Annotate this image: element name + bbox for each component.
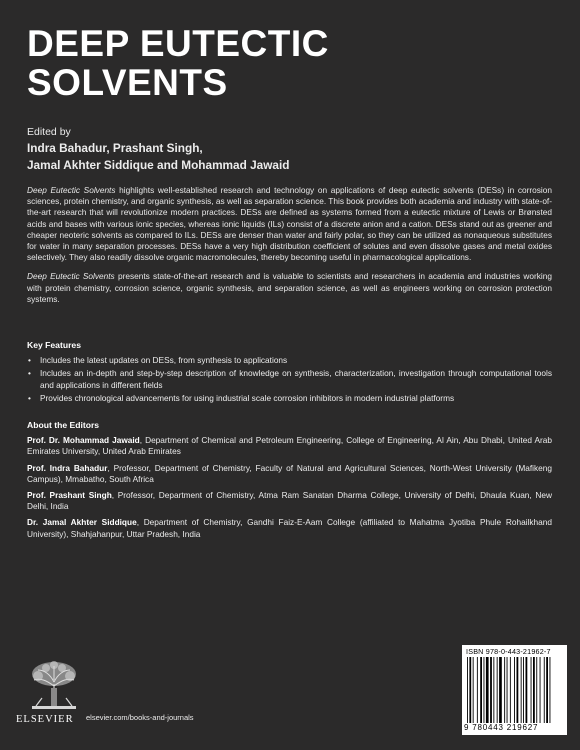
isbn-label: ISBN 978-0-443-21962-7 [466, 647, 551, 656]
title-line-1: DEEP EUTECTIC [27, 23, 329, 64]
editor-name: Prof. Indra Bahadur [27, 462, 108, 473]
publisher-name: ELSEVIER [16, 714, 74, 725]
editor-bio: Prof. Dr. Mohammad Jawaid, Department of Chemical and Petroleum Engineering, College of Engineering, Al Ain, Abu Dhabi, United Arab Emirates University, United Arab Emirates [27, 435, 553, 457]
list-item: • Provides chronological advancements for using industrial scale corrosion inhibitors in modern industrial platforms [28, 392, 455, 403]
elsevier-tree-logo-icon [26, 660, 82, 710]
editor-name: Prof. Prashant Singh [27, 490, 112, 501]
list-item: • Includes an in-depth and step-by-step description of knowledge on synthesis, characterization, investigation through computational tools and applications in different fields [28, 368, 552, 390]
bullet-icon: • [28, 368, 31, 379]
key-features-heading: Key Features [27, 340, 81, 350]
description-paragraph-1 [27, 185, 552, 263]
editor-name: Prof. Dr. Mohammad Jawaid [27, 435, 140, 446]
barcode-icon [466, 657, 563, 723]
publisher-url: elsevier.com/books-and-journals [86, 713, 194, 722]
title-line-2: SOLVENTS [27, 62, 228, 103]
description-paragraph-2 [27, 271, 552, 305]
editors-line-2: Jamal Akhter Siddique and Mohammad Jawaid [27, 158, 290, 172]
book-title-italic: Deep Eutectic Solvents [27, 271, 115, 282]
paragraph-text: highlights well-established research and technology on applications of deep eutectic solvents (DESs) in corrosion sciences, protein chemistry, and organic synthesis, as well as separation science. This book provides both academia and industry with state-of-the-art research that will revolutionize modern practices. DESs are defined as systems formed from a eutectic mixture of Lewis or Brønsted acids and bases with various ionic species, whereas ionic liquids (ILs) consist of a discrete anion and a cation. DESs stand out as greener and cheaper neoteric solvents as compared to ILs. DESs are denser than water and fairly polar, so they can be utilized as nonaqueous substitutes for water in many separation processes. DESs have a very high distribution coefficient of solutes and even dissolve gases and metal oxides selectively. They also readily dissolve organic macromolecules, thereby becoming useful in pharmacological applications. [27, 185, 552, 263]
editor-bio: Dr. Jamal Akhter Siddique, Department of Chemistry, Gandhi Faiz-E-Aam College (affiliated to Mahatma Jyotiba Phule Rohailkhand University), Shahjahanpur, Uttar Pradesh, India [27, 517, 552, 539]
bullet-icon: • [28, 355, 31, 366]
bullet-icon: • [28, 392, 31, 403]
editor-bio: Prof. Prashant Singh, Professor, Department of Chemistry, Atma Ram Sanatan Dharma College, University of Delhi, Dhaula Kuan, New Delhi, India [27, 490, 552, 512]
barcode-number: 9 780443 219627 [464, 723, 539, 732]
editors-block [27, 125, 289, 174]
edited-by-label: Edited by [27, 126, 71, 138]
key-features-list [27, 355, 552, 404]
editor-bio: Prof. Indra Bahadur, Professor, Department of Chemistry, Faculty of Natural and Agricultural Sciences, North-West University (Mafikeng Campus), Mmabatho, South Africa [27, 462, 552, 484]
isbn-barcode [462, 645, 567, 735]
editors-line-1: Indra Bahadur, Prashant Singh, [27, 141, 203, 155]
editor-name: Dr. Jamal Akhter Siddique [27, 517, 137, 528]
paragraph-text: presents state-of-the-art research and is valuable to scientists and researchers in academia and industries working with protein chemistry, corrosion science, organic synthesis, and separation science, as well as engineers working on corrosion protection systems. [27, 271, 552, 304]
key-features [27, 340, 552, 406]
book-title [27, 24, 329, 102]
about-editors [27, 420, 552, 545]
about-editors-heading: About the Editors [27, 420, 100, 430]
book-title-italic: Deep Eutectic Solvents [27, 185, 116, 195]
list-item: • Includes the latest updates on DESs, from synthesis to applications [28, 355, 288, 366]
description [27, 185, 552, 313]
